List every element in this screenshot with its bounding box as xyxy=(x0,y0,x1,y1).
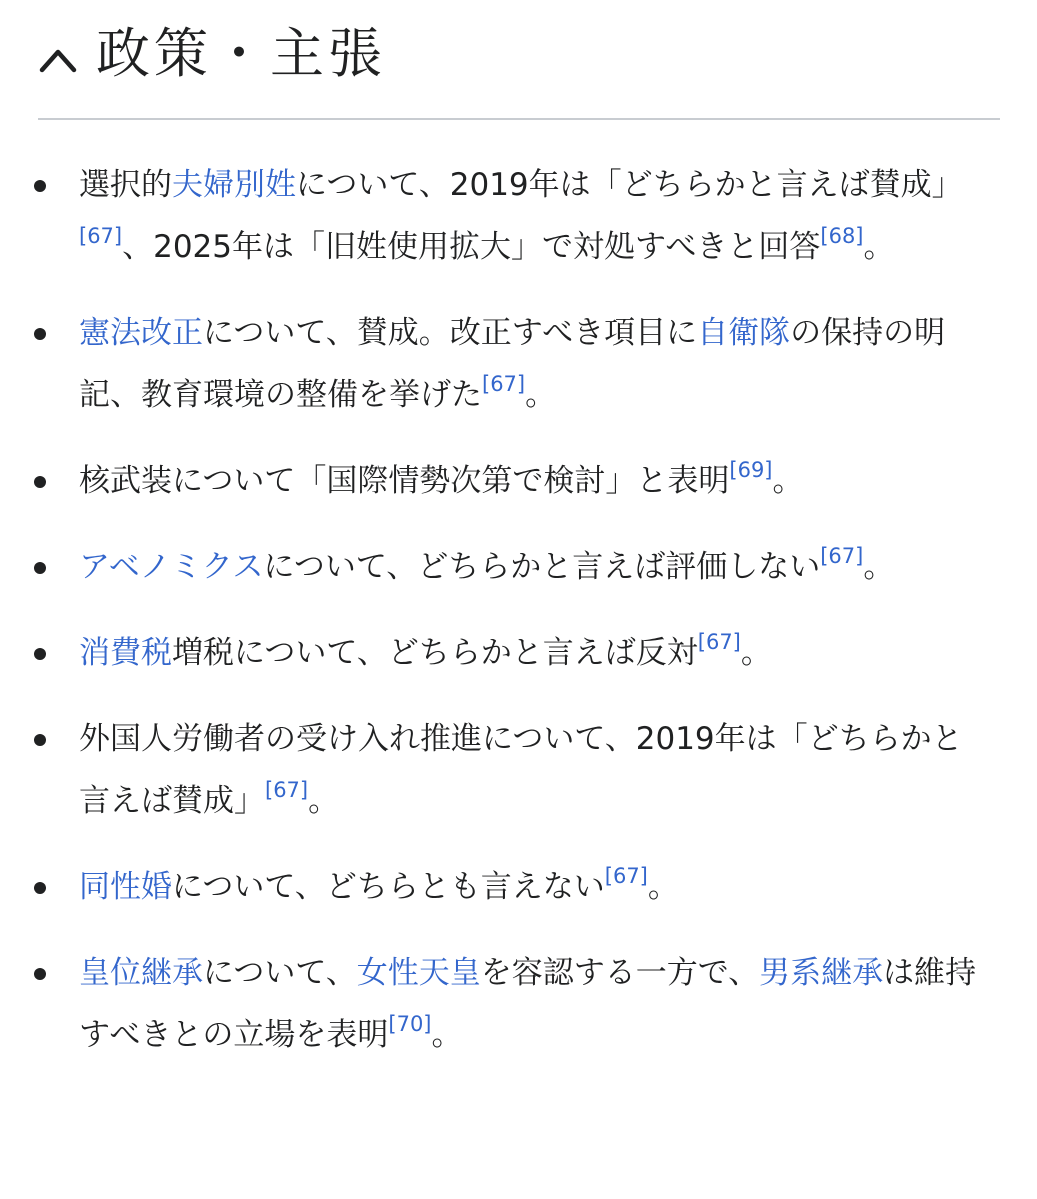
section-title: 政策・主張 xyxy=(96,22,386,85)
bullet xyxy=(34,562,46,574)
list-item xyxy=(0,942,1037,1066)
list-item xyxy=(0,154,1037,278)
reference-link-67[interactable]: [67] xyxy=(482,372,526,396)
item-text: 。 xyxy=(863,229,895,265)
bullet xyxy=(34,476,46,488)
reference-link-67[interactable]: [67] xyxy=(79,224,123,248)
link-dankei-keisho[interactable]: 男系継承 xyxy=(759,955,884,991)
item-text: 。 xyxy=(308,783,340,819)
item-text: について、 xyxy=(203,955,357,991)
bullet xyxy=(34,968,46,980)
list-item xyxy=(0,856,1037,918)
reference-link-68[interactable]: [68] xyxy=(820,224,864,248)
item-text: 。 xyxy=(740,635,772,671)
item-text: 選択的 xyxy=(79,167,172,203)
list-item xyxy=(0,450,1037,512)
item-text: を容認する一方で、 xyxy=(480,955,760,991)
reference-link-67[interactable]: [67] xyxy=(604,864,648,888)
policy-list xyxy=(0,154,1037,1090)
item-text: について、どちらとも言えない xyxy=(172,869,605,905)
link-shohizei[interactable]: 消費税 xyxy=(79,635,172,671)
link-jieitai[interactable]: 自衛隊 xyxy=(697,315,791,351)
item-text: 。 xyxy=(647,869,679,905)
chevron-up-icon[interactable] xyxy=(38,40,78,80)
link-kenpo-kaisei[interactable]: 憲法改正 xyxy=(79,315,203,351)
list-item xyxy=(0,302,1037,426)
item-text: 、2025年は「旧姓使用拡大」で対処すべきと回答 xyxy=(122,229,821,265)
item-text: は維持すべきとの立場を表明 xyxy=(79,955,977,1053)
bullet xyxy=(34,648,46,660)
item-text: について、賛成。改正すべき項目に xyxy=(203,315,698,351)
bullet xyxy=(34,734,46,746)
reference-link-67[interactable]: [67] xyxy=(820,544,864,568)
item-text: について、2019年は「どちらかと言えば賛成」 xyxy=(296,167,963,203)
item-text: について、どちらかと言えば評価しない xyxy=(263,549,821,585)
item-text: 増税について、どちらかと言えば反対 xyxy=(172,635,698,671)
link-josei-tenno[interactable]: 女性天皇 xyxy=(356,955,481,991)
list-item xyxy=(0,536,1037,598)
link-abenomics[interactable]: アベノミクス xyxy=(79,549,264,585)
link-doseikon[interactable]: 同性婚 xyxy=(79,869,172,905)
list-item xyxy=(0,622,1037,684)
item-text: の保持の明記、教育環境の整備を挙げた xyxy=(79,315,946,413)
bullet xyxy=(34,328,46,340)
reference-link-70[interactable]: [70] xyxy=(388,1012,432,1036)
item-text: 核武装について「国際情勢次第で検討」と表明 xyxy=(79,463,730,499)
bullet xyxy=(34,180,46,192)
reference-link-67[interactable]: [67] xyxy=(265,778,309,802)
list-item xyxy=(0,708,1037,832)
link-koi-keisho[interactable]: 皇位継承 xyxy=(79,955,203,991)
item-text: 。 xyxy=(525,377,557,413)
item-text: 外国人労働者の受け入れ推進について、2019年は「どちらかと言えば賛成」 xyxy=(79,721,963,819)
item-text: 。 xyxy=(772,463,804,499)
item-text: 。 xyxy=(863,549,895,585)
item-text: 。 xyxy=(431,1017,463,1053)
reference-link-69[interactable]: [69] xyxy=(729,458,773,482)
link-fufu-bessei[interactable]: 夫婦別姓 xyxy=(172,167,296,203)
section-header xyxy=(38,14,1000,120)
bullet xyxy=(34,882,46,894)
reference-link-67[interactable]: [67] xyxy=(697,630,741,654)
